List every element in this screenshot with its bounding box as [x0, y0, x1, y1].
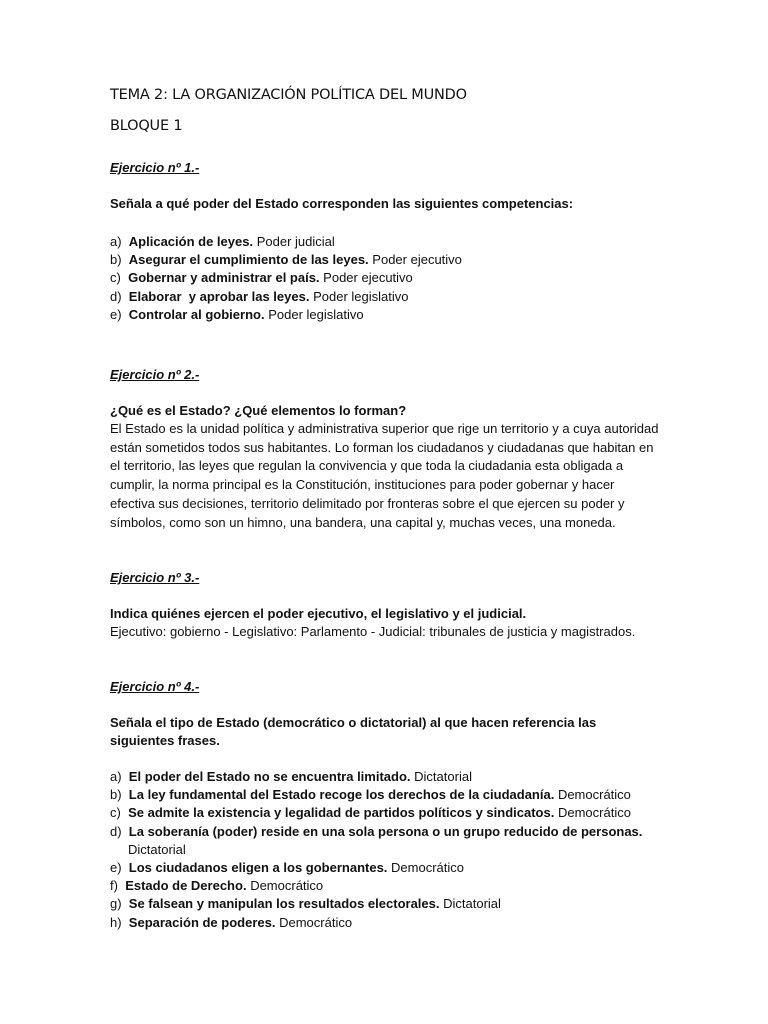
exercise-1-item-a	[110, 233, 660, 251]
item-answer: Democrático	[557, 787, 631, 803]
item-question: Elaborar y aprobar las leyes.	[128, 288, 310, 304]
item-question: Gobernar y administrar el país.	[128, 270, 320, 286]
exercise-1-item-c	[110, 269, 660, 287]
question-line: Señala el tipo de Estado (democrático o dictatorial) al que hacen referencia las	[110, 714, 597, 730]
item-answer: Democrático	[250, 878, 324, 894]
question-line: siguientes frases.	[110, 732, 220, 748]
item-answer: Poder legislativo	[268, 306, 364, 322]
item-answer: Poder legislativo	[313, 288, 409, 304]
exercise-1-item-d	[110, 288, 660, 306]
item-letter: b)	[110, 252, 122, 268]
item-question: Separación de poderes.	[128, 914, 276, 930]
item-letter: e)	[110, 859, 122, 875]
item-letter: d)	[110, 823, 122, 839]
item-question: Se admite la existencia y legalidad de partidos políticos y sindicatos.	[128, 805, 555, 821]
exercise-1-item-b	[110, 251, 660, 269]
exercise-4-item-b	[110, 786, 660, 804]
item-question: Estado de Derecho.	[125, 878, 247, 894]
document-content	[110, 86, 660, 932]
answer-line: símbolos, como son un himno, una bandera, una capital y, muchas veces, una moneda.	[110, 514, 616, 530]
item-question: El poder del Estado no se encuentra limitado.	[128, 768, 411, 784]
item-answer: Dictatorial	[443, 896, 501, 912]
item-question: La ley fundamental del Estado recoge los derechos de la ciudadanía.	[128, 787, 555, 803]
exercise-2-question: ¿Qué es el Estado? ¿Qué elementos lo forman?	[110, 403, 407, 419]
exercise-4-item-c	[110, 804, 660, 822]
exercise-4-question	[110, 714, 660, 750]
exercise-3-question: Indica quiénes ejercen el poder ejecutivo, el legislativo y el judicial.	[110, 606, 527, 622]
exercise-1-question: Señala a qué poder del Estado corresponden las siguientes competencias:	[110, 196, 574, 211]
item-question: Los ciudadanos eligen a los gobernantes.	[128, 859, 388, 875]
item-question: Aplicación de leyes.	[128, 234, 254, 249]
item-answer: Democrático	[557, 805, 631, 821]
exercise-4-item-d	[110, 823, 660, 859]
item-letter: g)	[110, 896, 122, 912]
item-letter: d)	[110, 288, 122, 304]
exercise-1-list	[110, 233, 660, 324]
item-answer: Dictatorial	[128, 841, 186, 857]
answer-line: están sometidos todos sus habitantes. Lo forman los ciudadanos y ciudadanas que habitan en	[110, 439, 654, 455]
exercise-4-item-h	[110, 914, 660, 932]
exercise-2-answer	[110, 420, 660, 532]
item-question: Controlar al gobierno.	[128, 306, 265, 322]
exercise-4-list	[110, 768, 660, 932]
exercise-4-item-g	[110, 895, 660, 913]
item-answer: Poder ejecutivo	[372, 252, 462, 268]
item-letter: c)	[110, 805, 121, 821]
item-question: La soberanía (poder) reside en una sola persona o un grupo reducido de personas.	[128, 823, 643, 839]
item-letter: b)	[110, 787, 122, 803]
item-letter: f)	[110, 878, 118, 894]
item-letter: a)	[110, 234, 122, 249]
document-title: TEMA 2: LA ORGANIZACIÓN POLÍTICA DEL MUNDO	[110, 87, 467, 103]
exercise-4-item-f	[110, 877, 660, 895]
answer-line: cumplir, la norma principal es la Constitución, instituciones para poder gobernar y hacer	[110, 477, 615, 493]
answer-line: el territorio, las leyes que regulan la convivencia y que toda la ciudadania esta obligada a	[110, 458, 624, 474]
exercise-4-heading: Ejercicio nº 4.-	[110, 678, 200, 694]
item-letter: a)	[110, 768, 122, 784]
exercise-2-heading: Ejercicio nº 2.-	[110, 367, 200, 383]
item-answer: Democrático	[391, 859, 465, 875]
item-question: Se falsean y manipulan los resultados electorales.	[128, 896, 440, 912]
exercise-4-item-e	[110, 859, 660, 877]
item-answer: Poder ejecutivo	[323, 270, 413, 286]
exercise-4-item-a	[110, 768, 660, 786]
item-question: Asegurar el cumplimiento de las leyes.	[128, 252, 369, 268]
exercise-1-heading: Ejercicio nº 1.-	[110, 160, 200, 175]
item-answer: Dictatorial	[414, 768, 472, 784]
exercise-1-item-e	[110, 306, 660, 324]
exercise-3-heading: Ejercicio nº 3.-	[110, 570, 200, 586]
exercise-3-answer: Ejecutivo: gobierno - Legislativo: Parlamento - Judicial: tribunales de justicia y magistrados.	[110, 624, 636, 640]
item-letter: e)	[110, 306, 122, 322]
item-letter: h)	[110, 914, 122, 930]
block-title: BLOQUE 1	[110, 118, 183, 134]
item-letter: c)	[110, 270, 121, 286]
answer-line: El Estado es la unidad política y administrativa superior que rige un territorio y a cuya autoridad	[110, 421, 659, 437]
item-answer: Poder judicial	[256, 234, 335, 249]
item-answer: Democrático	[279, 914, 353, 930]
answer-line: efectiva sus decisiones, territorio delimitado por fronteras sobre el que ejercen su poder y	[110, 495, 625, 511]
